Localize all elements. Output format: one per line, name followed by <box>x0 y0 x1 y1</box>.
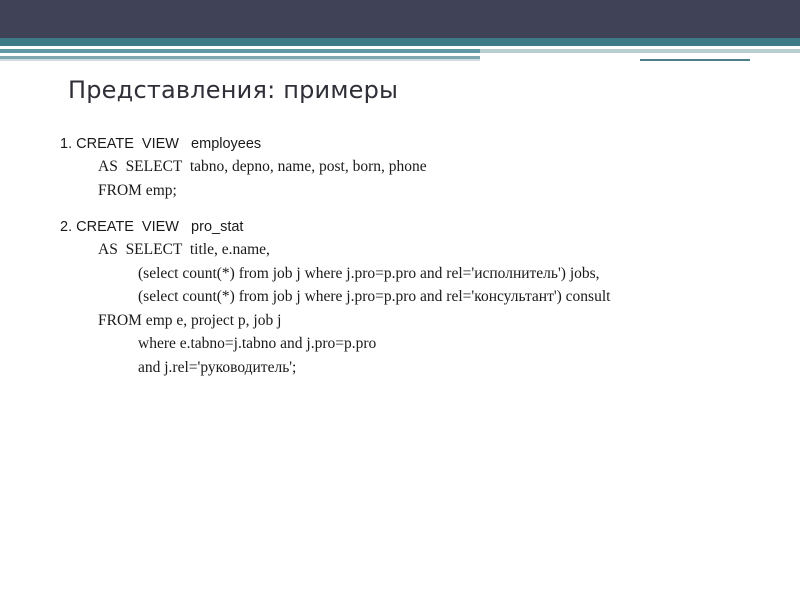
page-title: Представления: примеры <box>68 76 399 104</box>
code-line: (select count(*) from job j where j.pro=p.pro and rel='исполнитель') jobs, <box>138 264 600 282</box>
code-line <box>60 202 780 216</box>
code-line: FROM emp; <box>98 181 177 199</box>
code-line: where e.tabno=j.tabno and j.pro=p.pro <box>138 335 377 353</box>
code-line: FROM emp e, project p, job j <box>98 311 282 329</box>
code-block <box>60 133 780 379</box>
header-rule-right <box>640 59 750 61</box>
code-line: 2. CREATE VIEW pro_stat <box>60 219 244 236</box>
header-band-dark <box>0 0 800 38</box>
header-rule-left <box>0 59 480 61</box>
code-line: AS SELECT title, e.name, <box>98 241 270 259</box>
code-line: AS SELECT tabno, depno, name, post, born, phone <box>98 158 427 176</box>
code-line: 1. CREATE VIEW employees <box>60 136 262 152</box>
code-line: and j.rel='руководитель'; <box>138 358 297 376</box>
header-band-teal <box>0 38 800 46</box>
code-line: (select count(*) from job j where j.pro=p.pro and rel='консультант') consult <box>138 288 611 306</box>
